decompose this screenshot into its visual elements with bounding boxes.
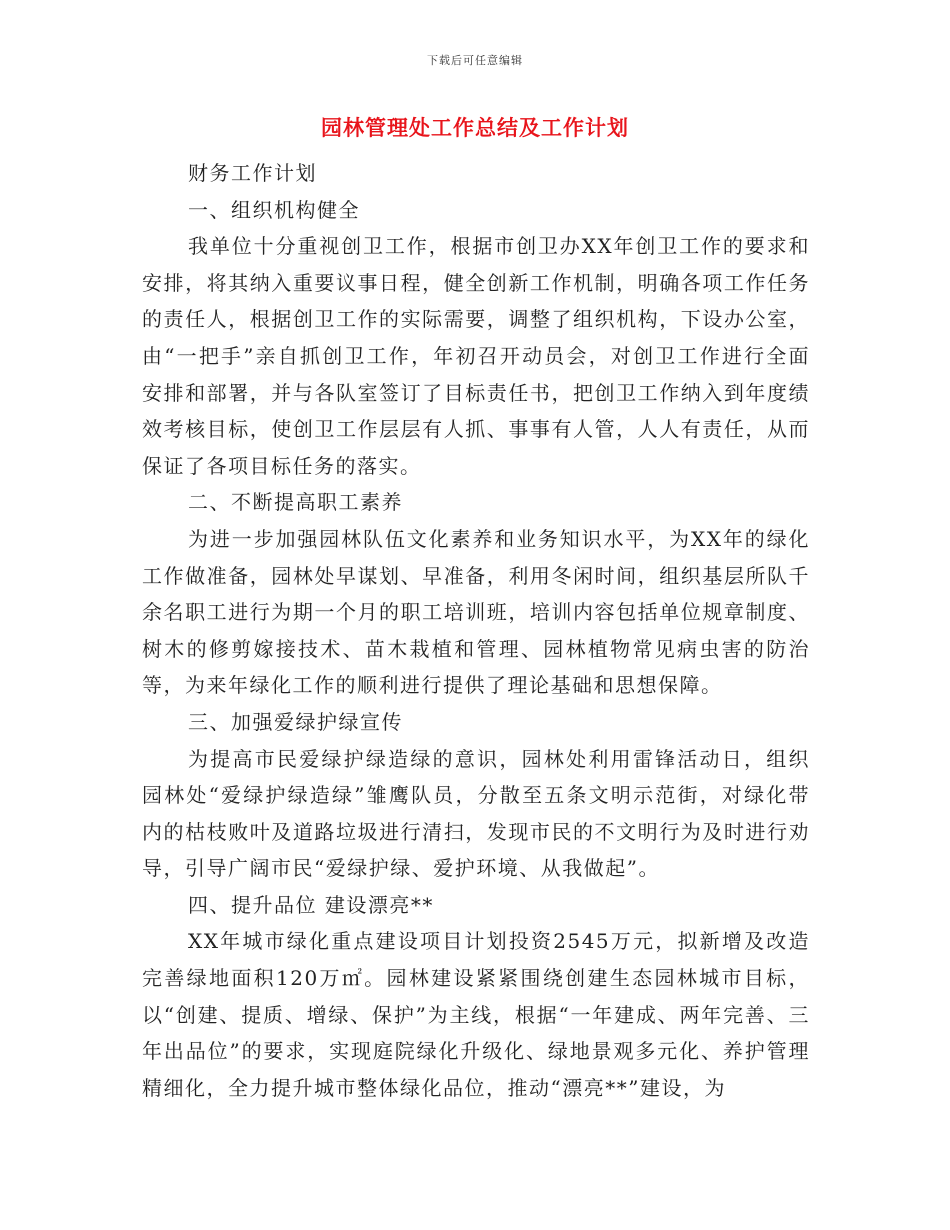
paragraph: 我单位十分重视创卫工作，根据市创卫办XX年创卫工作的要求和安排，将其纳入重要议事日程，健全创新工作机制，明确各项工作任务的责任人，根据创卫工作的实际需要，调整了组织机构，下设办公室，由“一把手”亲自抓创卫工作，年初召开动员会，对创卫工作进行全面安排和部署，并与各队室签订了目标责任书，把创卫工作纳入到年度绩效考核目标，使创卫工作层层有人抓、事事有人管，人人有责任，从而保证了各项目标任务的落实。 (142, 234, 810, 478)
section-heading-2: 二、不断提高职工素养 (188, 490, 403, 515)
header-note: 下载后可任意编辑 (427, 54, 523, 67)
paragraph: 为提高市民爱绿护绿造绿的意识，园林处利用雷锋活动日，组织园林处“爱绿护绿造绿”雏鹰队员，分散至五条文明示范街，对绿化带内的枯枝败叶及道路垃圾进行清扫，发现市民的不文明行为及时进行劝导，引导广阔市民“爱绿护绿、爱护环境、从我做起”。 (142, 746, 810, 881)
section-heading-4: 四、提升品位 建设漂亮** (188, 892, 434, 917)
document-title: 园林管理处工作总结及工作计划 (321, 116, 629, 140)
paragraph: XX年城市绿化重点建设项目计划投资2545万元，拟新增及改造完善绿地面积120万㎡。园林建设紧紧围绕创建生态园林城市目标，以“创建、提质、增绿、保护”为主线，根据“一年建成、两年完善、三年出品位”的要求，实现庭院绿化升级化、绿地景观多元化、养护管理精细化，全力提升城市整体绿化品位，推动“漂亮**”建设，为 (142, 929, 810, 1100)
paragraph: 为进一步加强园林队伍文化素养和业务知识水平，为XX年的绿化工作做准备，园林处早谋划、早准备，利用冬闲时间，组织基层所队千余名职工进行为期一个月的职工培训班，培训内容包括单位规章制度、树木的修剪嫁接技术、苗木栽植和管理、园林植物常见病虫害的防治等，为来年绿化工作的顺利进行提供了理论基础和思想保障。 (142, 526, 810, 698)
section-heading-plan: 财务工作计划 (188, 161, 317, 185)
section-heading-3: 三、加强爱绿护绿宣传 (188, 709, 403, 734)
document-body (142, 155, 810, 1106)
section-heading-1: 一、组织机构健全 (188, 197, 360, 222)
